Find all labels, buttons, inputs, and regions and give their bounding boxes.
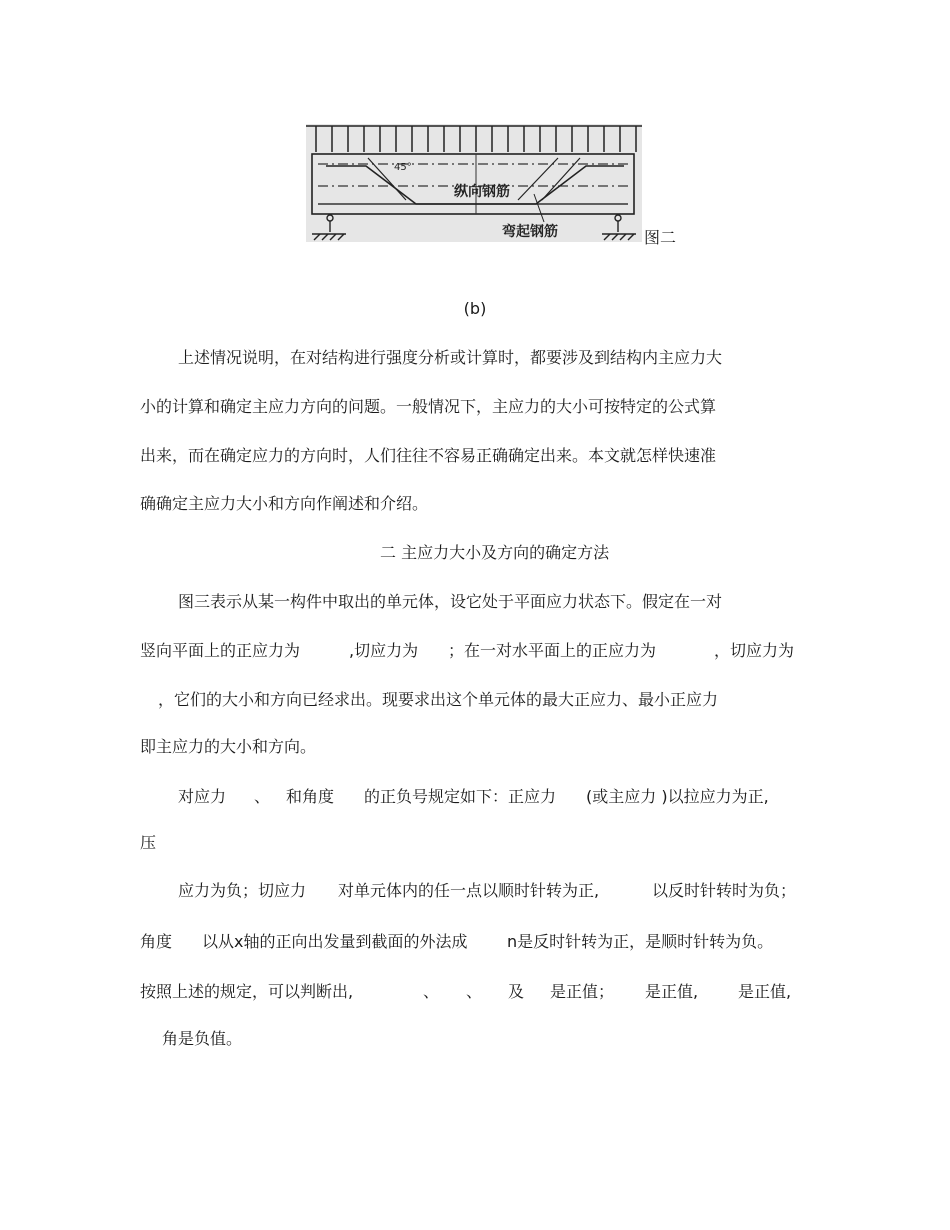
para1-line4: 确确定主应力大小和方向作阐述和介绍。 bbox=[140, 494, 429, 513]
para3-line5a: 按照上述的规定，可以判断出, bbox=[140, 982, 354, 1001]
beam-figure bbox=[306, 124, 642, 242]
para3-line5g: 是正值, bbox=[738, 982, 792, 1001]
para2-line4: 即主应力的大小和方向。 bbox=[140, 737, 317, 756]
para3-line5f: 是正值, bbox=[645, 982, 699, 1001]
para3-line5e: 是正值； bbox=[550, 982, 615, 1001]
para1-line3: 出来，而在确定应力的方向时，人们往往不容易正确确定出来。本文就怎样快速准 bbox=[140, 446, 717, 465]
para2-line2b: ,切应力为 bbox=[349, 641, 419, 660]
para2-line2c: ；在一对水平面上的正应力为 bbox=[448, 641, 657, 660]
bent-bar-label: 弯起钢筋 bbox=[502, 224, 558, 240]
para3-line1e: (或主应力 )以拉应力为正, bbox=[586, 787, 769, 806]
para3-line2: 压 bbox=[140, 833, 157, 852]
section-heading: 二 主应力大小及方向的确定方法 bbox=[380, 543, 610, 562]
para3-line6: 角是负值。 bbox=[162, 1029, 243, 1048]
para3-line4a: 角度 bbox=[140, 932, 173, 951]
para3-line4b: 以从x轴的正向出发量到截面的外法成 bbox=[202, 932, 468, 951]
para1-line1: 上述情况说明，在对结构进行强度分析或计算时，都要涉及到结构内主应力大 bbox=[178, 348, 723, 367]
para2-line3: ，它们的大小和方向已经求出。现要求出这个单元体的最大正应力、最小正应力 bbox=[158, 690, 719, 709]
para2-line2d: ，切应力为 bbox=[714, 641, 795, 660]
para3-line3c: 以反时针转时为负； bbox=[652, 881, 797, 900]
subfigure-label: (b) bbox=[463, 299, 487, 318]
para3-line1c: 和角度 bbox=[286, 787, 335, 806]
longitudinal-bar-label: 纵向钢筋 bbox=[454, 184, 510, 200]
figure-caption: 图二 bbox=[644, 228, 677, 247]
para3-line5d: 及 bbox=[508, 982, 525, 1001]
para3-line3b: 对单元体内的任一点以顺时针转为正, bbox=[338, 881, 600, 900]
para3-line3a: 应力为负；切应力 bbox=[178, 881, 307, 900]
para3-line1b: 、 bbox=[254, 787, 271, 806]
para2-line1: 图三表示从某一构件中取出的单元体，设它处于平面应力状态下。假定在一对 bbox=[178, 592, 723, 611]
para3-line1a: 对应力 bbox=[178, 787, 227, 806]
para3-line5b: 、 bbox=[423, 982, 440, 1001]
angle-label: 45° bbox=[394, 162, 412, 173]
para3-line5c: 、 bbox=[466, 982, 483, 1001]
para3-line4c: n是反时针转为正，是顺时针转为负。 bbox=[507, 932, 774, 951]
para1-line2: 小的计算和确定主应力方向的问题。一般情况下，主应力的大小可按特定的公式算 bbox=[140, 397, 717, 416]
para2-line2a: 竖向平面上的正应力为 bbox=[140, 641, 301, 660]
para3-line1d: 的正负号规定如下：正应力 bbox=[364, 787, 557, 806]
beam-diagram bbox=[306, 124, 642, 242]
